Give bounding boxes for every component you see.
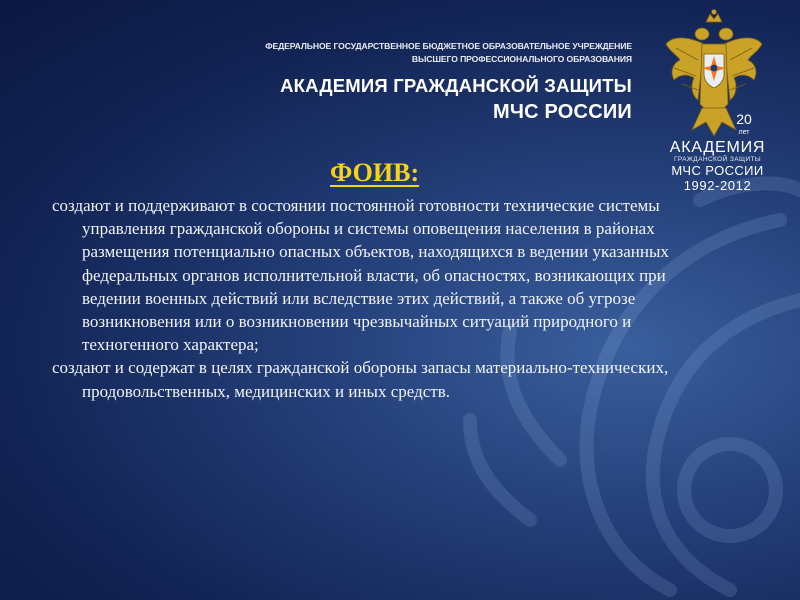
slide-body <box>52 194 720 403</box>
organization-subtitle <box>192 40 632 66</box>
anniversary-badge <box>736 111 752 136</box>
slide-heading: ФОИВ: <box>330 158 420 187</box>
academy-title <box>280 74 632 126</box>
organization-line-2: ВЫСШЕГО ПРОФЕССИОНАЛЬНОГО ОБРАЗОВАНИЯ <box>411 54 632 64</box>
emblem-caption-civil-defense: ГРАЖДАНСКОЙ ЗАЩИТЫ <box>673 156 762 163</box>
anniversary-number: 20 <box>736 111 752 127</box>
paragraph-warning-systems: создают и поддерживают в состоянии постоянной готовности технические системы управления гражданской обороны и системы оповещения населения в районах размещения потенциально опасных объектов, находящихся в ведении указанных федеральных органов исполнительной власти, об опасностях, возникающих при ведении военных действий или вследствие этих действий, а также об угрозе возникновения или о возникновении чрезвычайных ситуаций природного и техногенного характера; <box>52 196 669 355</box>
emercom-eagle-emblem <box>662 8 766 144</box>
academy-title-line-2: МЧС РОССИИ <box>493 101 632 123</box>
academy-title-line-1: АКАДЕМИЯ ГРАЖДАНСКОЙ ЗАЩИТЫ <box>280 75 632 96</box>
emblem-caption-emercom: МЧС РОССИИ <box>671 163 764 178</box>
organization-line-1: ФЕДЕРАЛЬНОЕ ГОСУДАРСТВЕННОЕ БЮДЖЕТНОЕ ОБРАЗОВАТЕЛЬНОЕ УЧРЕЖДЕНИЕ <box>265 41 632 51</box>
emblem-caption-years: 1992-2012 <box>683 178 752 193</box>
emblem-caption <box>655 140 780 193</box>
anniversary-word: лет <box>738 129 750 136</box>
emblem-caption-academy: АКАДЕМИЯ <box>669 139 766 156</box>
paragraph-reserves: создают и содержат в целях гражданской обороны запасы материально-технических, продовольственных, медицинских и иных средств. <box>52 358 669 401</box>
